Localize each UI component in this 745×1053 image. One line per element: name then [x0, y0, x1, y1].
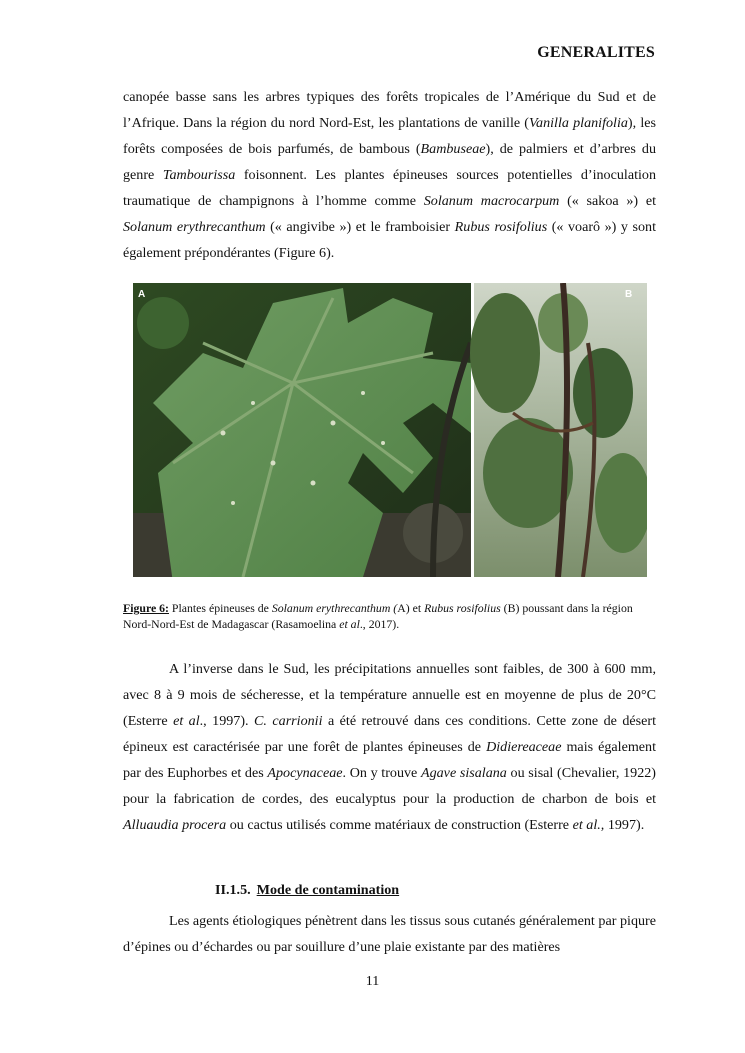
panel-b-rubus-plant	[470, 283, 647, 577]
paragraph-south-climate: A l’inverse dans le Sud, les précipitations annuelles sont faibles, de 300 à 600 mm, avec 8 à 9 mois de sécheresse, et la température annuelle est en moyenne de plus de 20°C (Esterre et al., 1997). C. carrionii a été retrouvé dans ces conditions. Cette zone de désert épineux est caractérisée par une forêt de plantes épineuses de Didiereaceae mais également par des Euphorbes et des Apocynaceae. On y trouve Agave sisalana ou sisal (Chevalier, 1922) pour la fabrication de cordes, des eucalyptus pour la production de charbon de bois et Alluaudia procera ou cactus utilisés comme matériaux de construction (Esterre et al., 1997).	[123, 661, 657, 833]
section-title: Mode de contamination	[256, 882, 400, 898]
page-number: 11	[365, 974, 380, 989]
section-number: II.1.5.	[215, 882, 251, 898]
panel-b-label: B	[625, 289, 633, 300]
panel-a-solanum-leaf	[133, 283, 471, 577]
panel-a-label: A	[138, 289, 146, 300]
running-header: GENERALITES	[537, 44, 655, 61]
section-heading	[215, 882, 399, 899]
paragraph-vegetation-north: canopée basse sans les arbres typiques des forêts tropicales de l’Amérique du Sud et de l’Afrique. Dans la région du nord Nord-Est, les plantations de vanille (Vanilla planifolia), les forêts composées de bois parfumés, de bambous (Bambuseae), de palmiers et d’arbres du genre Tambourissa foisonnent. Les plantes épineuses sources potentielles d’inoculation traumatique de champignons à l’homme comme Solanum macrocarpum (« sakoa ») et Solanum erythrecanthum (« angivibe ») et le framboisier Rubus rosifolius (« voarô ») y sont également prépondérantes (Figure 6).	[123, 89, 657, 261]
figure-6-photo	[133, 283, 647, 577]
figure-label: Figure 6:	[123, 601, 169, 615]
figure-caption: Figure 6: Plantes épineuses de Solanum erythrecanthum (A) et Rubus rosifolius (B) poussant dans la région Nord-Nord-Est de Madagascar (Rasamoelina et al., 2017).	[123, 601, 633, 631]
paragraph-contamination: Les agents étiologiques pénètrent dans les tissus sous cutanés généralement par piqure d’épines ou d’échardes ou par souillure d’une plaie existante par des matières	[123, 913, 656, 955]
plant-photographs	[133, 283, 647, 577]
